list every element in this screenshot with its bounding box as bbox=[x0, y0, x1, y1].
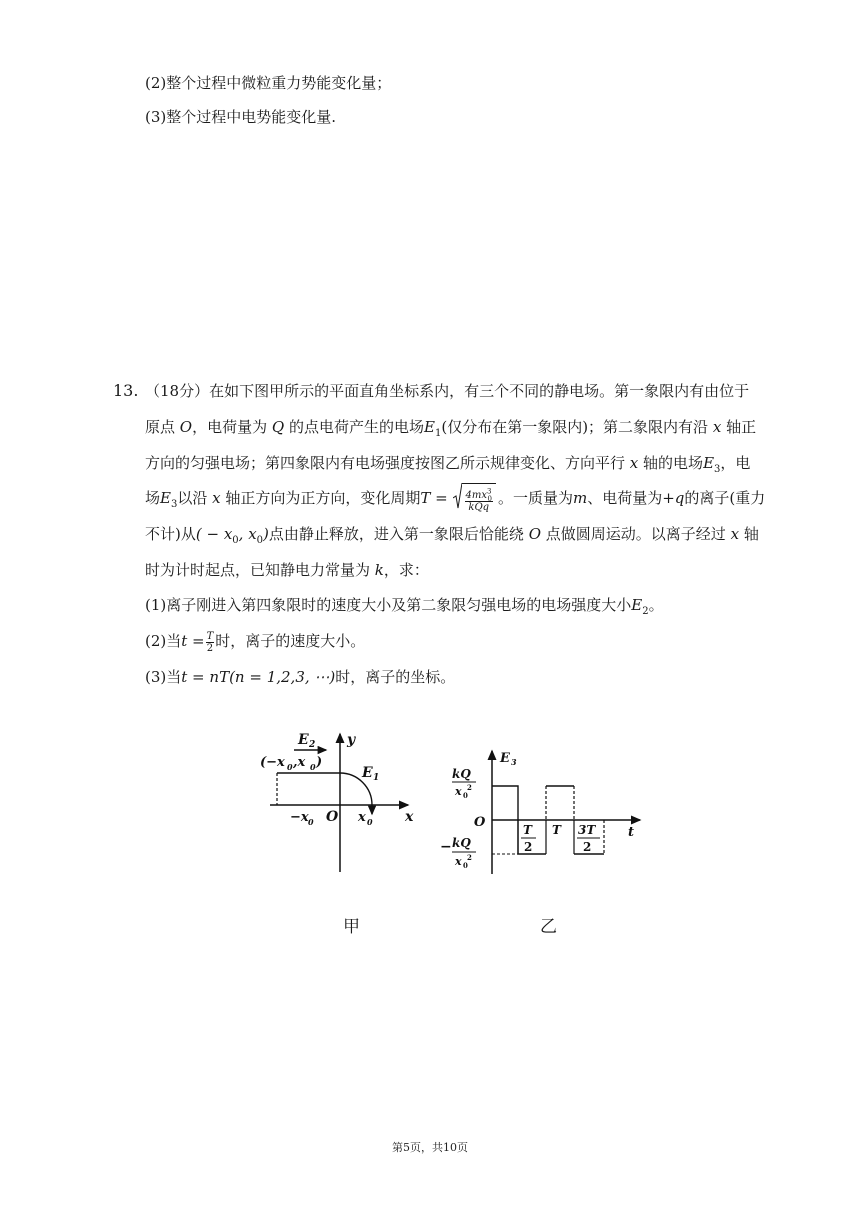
svg-text:1: 1 bbox=[373, 773, 380, 783]
svg-text:O: O bbox=[474, 815, 486, 830]
svg-text:): ) bbox=[316, 755, 323, 770]
page-footer: 第5页，共10页 bbox=[392, 1141, 468, 1154]
svg-text:T: T bbox=[552, 823, 561, 837]
subquestion-3: (3)当t = nT(n = 1,2,3, ⋯)时，离子的坐标。 bbox=[145, 668, 456, 686]
svg-text:0: 0 bbox=[367, 817, 373, 827]
question-line-1: （18分）在如下图甲所示的平面直角坐标系内，有三个不同的静电场。第一象限内有由位于 bbox=[145, 382, 750, 400]
question-line-4: 场$E_3$以沿 x 轴正方向为正方向，变化周期T = $\frac{4mx^3_0}{\text{kQq}}$ 。一质量为m、电荷量为+q的离子(重力 bbox=[145, 483, 765, 515]
svg-text:,x: ,x bbox=[293, 755, 306, 770]
svg-text:y: y bbox=[347, 732, 356, 748]
figure-b-caption: 乙 bbox=[540, 917, 557, 937]
subquestion-1: (1)离子刚进入第四象限时的速度大小及第二象限匀强电场的电场强度大小$E_2$。 bbox=[145, 596, 664, 617]
svg-text:−: − bbox=[440, 839, 452, 855]
svg-text:2: 2 bbox=[583, 840, 592, 854]
svg-text:2: 2 bbox=[524, 840, 533, 854]
svg-text:0: 0 bbox=[463, 791, 468, 800]
period-sqrt: $\frac{4mx^3_0}{\text{kQq}}$ bbox=[453, 483, 496, 515]
svg-text:E: E bbox=[500, 751, 510, 766]
start-point-label: (−x bbox=[260, 755, 285, 770]
svg-text:3: 3 bbox=[511, 757, 517, 767]
svg-text:3T: 3T bbox=[578, 823, 596, 837]
svg-text:kQ: kQ bbox=[452, 767, 471, 781]
svg-text:2: 2 bbox=[467, 853, 472, 862]
svg-text:2: 2 bbox=[467, 783, 472, 792]
question-line-5: 不计)从( − $x_0$, $x_0$)点由静止释放，进入第一象限后恰能绕 O 点做圆周运动。以离子经过 x 轴 bbox=[145, 525, 759, 546]
svg-text:0: 0 bbox=[310, 762, 316, 772]
question-line-3: 方向的匀强电场；第四象限内有电场强度按图乙所示规律变化、方向平行 x 轴的电场$E_3$，电 bbox=[145, 454, 751, 475]
subquestion-2: (2)当t = $\frac{T}{2}$ 时，离子的速度大小。 bbox=[145, 630, 366, 654]
svg-text:O: O bbox=[326, 809, 339, 825]
svg-text:E: E bbox=[298, 732, 309, 748]
svg-text:x: x bbox=[455, 855, 462, 868]
figure-b bbox=[438, 748, 648, 878]
svg-text:2: 2 bbox=[309, 740, 316, 750]
period-lhs: T = bbox=[420, 489, 448, 507]
svg-text:−x: −x bbox=[290, 810, 309, 825]
prev-subquestion-2: (2)整个过程中微粒重力势能变化量； bbox=[145, 74, 392, 92]
svg-text:0: 0 bbox=[287, 762, 293, 772]
svg-text:x: x bbox=[405, 809, 414, 825]
question-score: （18分） bbox=[145, 382, 210, 400]
svg-text:0: 0 bbox=[308, 817, 314, 827]
svg-text:t: t bbox=[628, 825, 635, 840]
figure-a bbox=[258, 722, 428, 882]
svg-text:T: T bbox=[523, 823, 532, 837]
svg-text:E: E bbox=[362, 765, 373, 781]
question-number: 13. bbox=[113, 381, 139, 400]
prev-subquestion-3: (3)整个过程中电势能变化量. bbox=[145, 108, 337, 126]
question-line-2: 原点 O，电荷量为 Q 的点电荷产生的电场$E_1$(仅分布在第一象限内)；第二象限内有沿 x 轴正 bbox=[145, 418, 757, 439]
svg-text:x: x bbox=[455, 785, 462, 798]
svg-text:0: 0 bbox=[463, 861, 468, 870]
svg-text:x: x bbox=[358, 810, 366, 825]
svg-text:kQ: kQ bbox=[452, 836, 471, 850]
question-line-6: 时为计时起点，已知静电力常量为 k，求： bbox=[145, 561, 429, 579]
figure-a-caption: 甲 bbox=[343, 917, 360, 937]
